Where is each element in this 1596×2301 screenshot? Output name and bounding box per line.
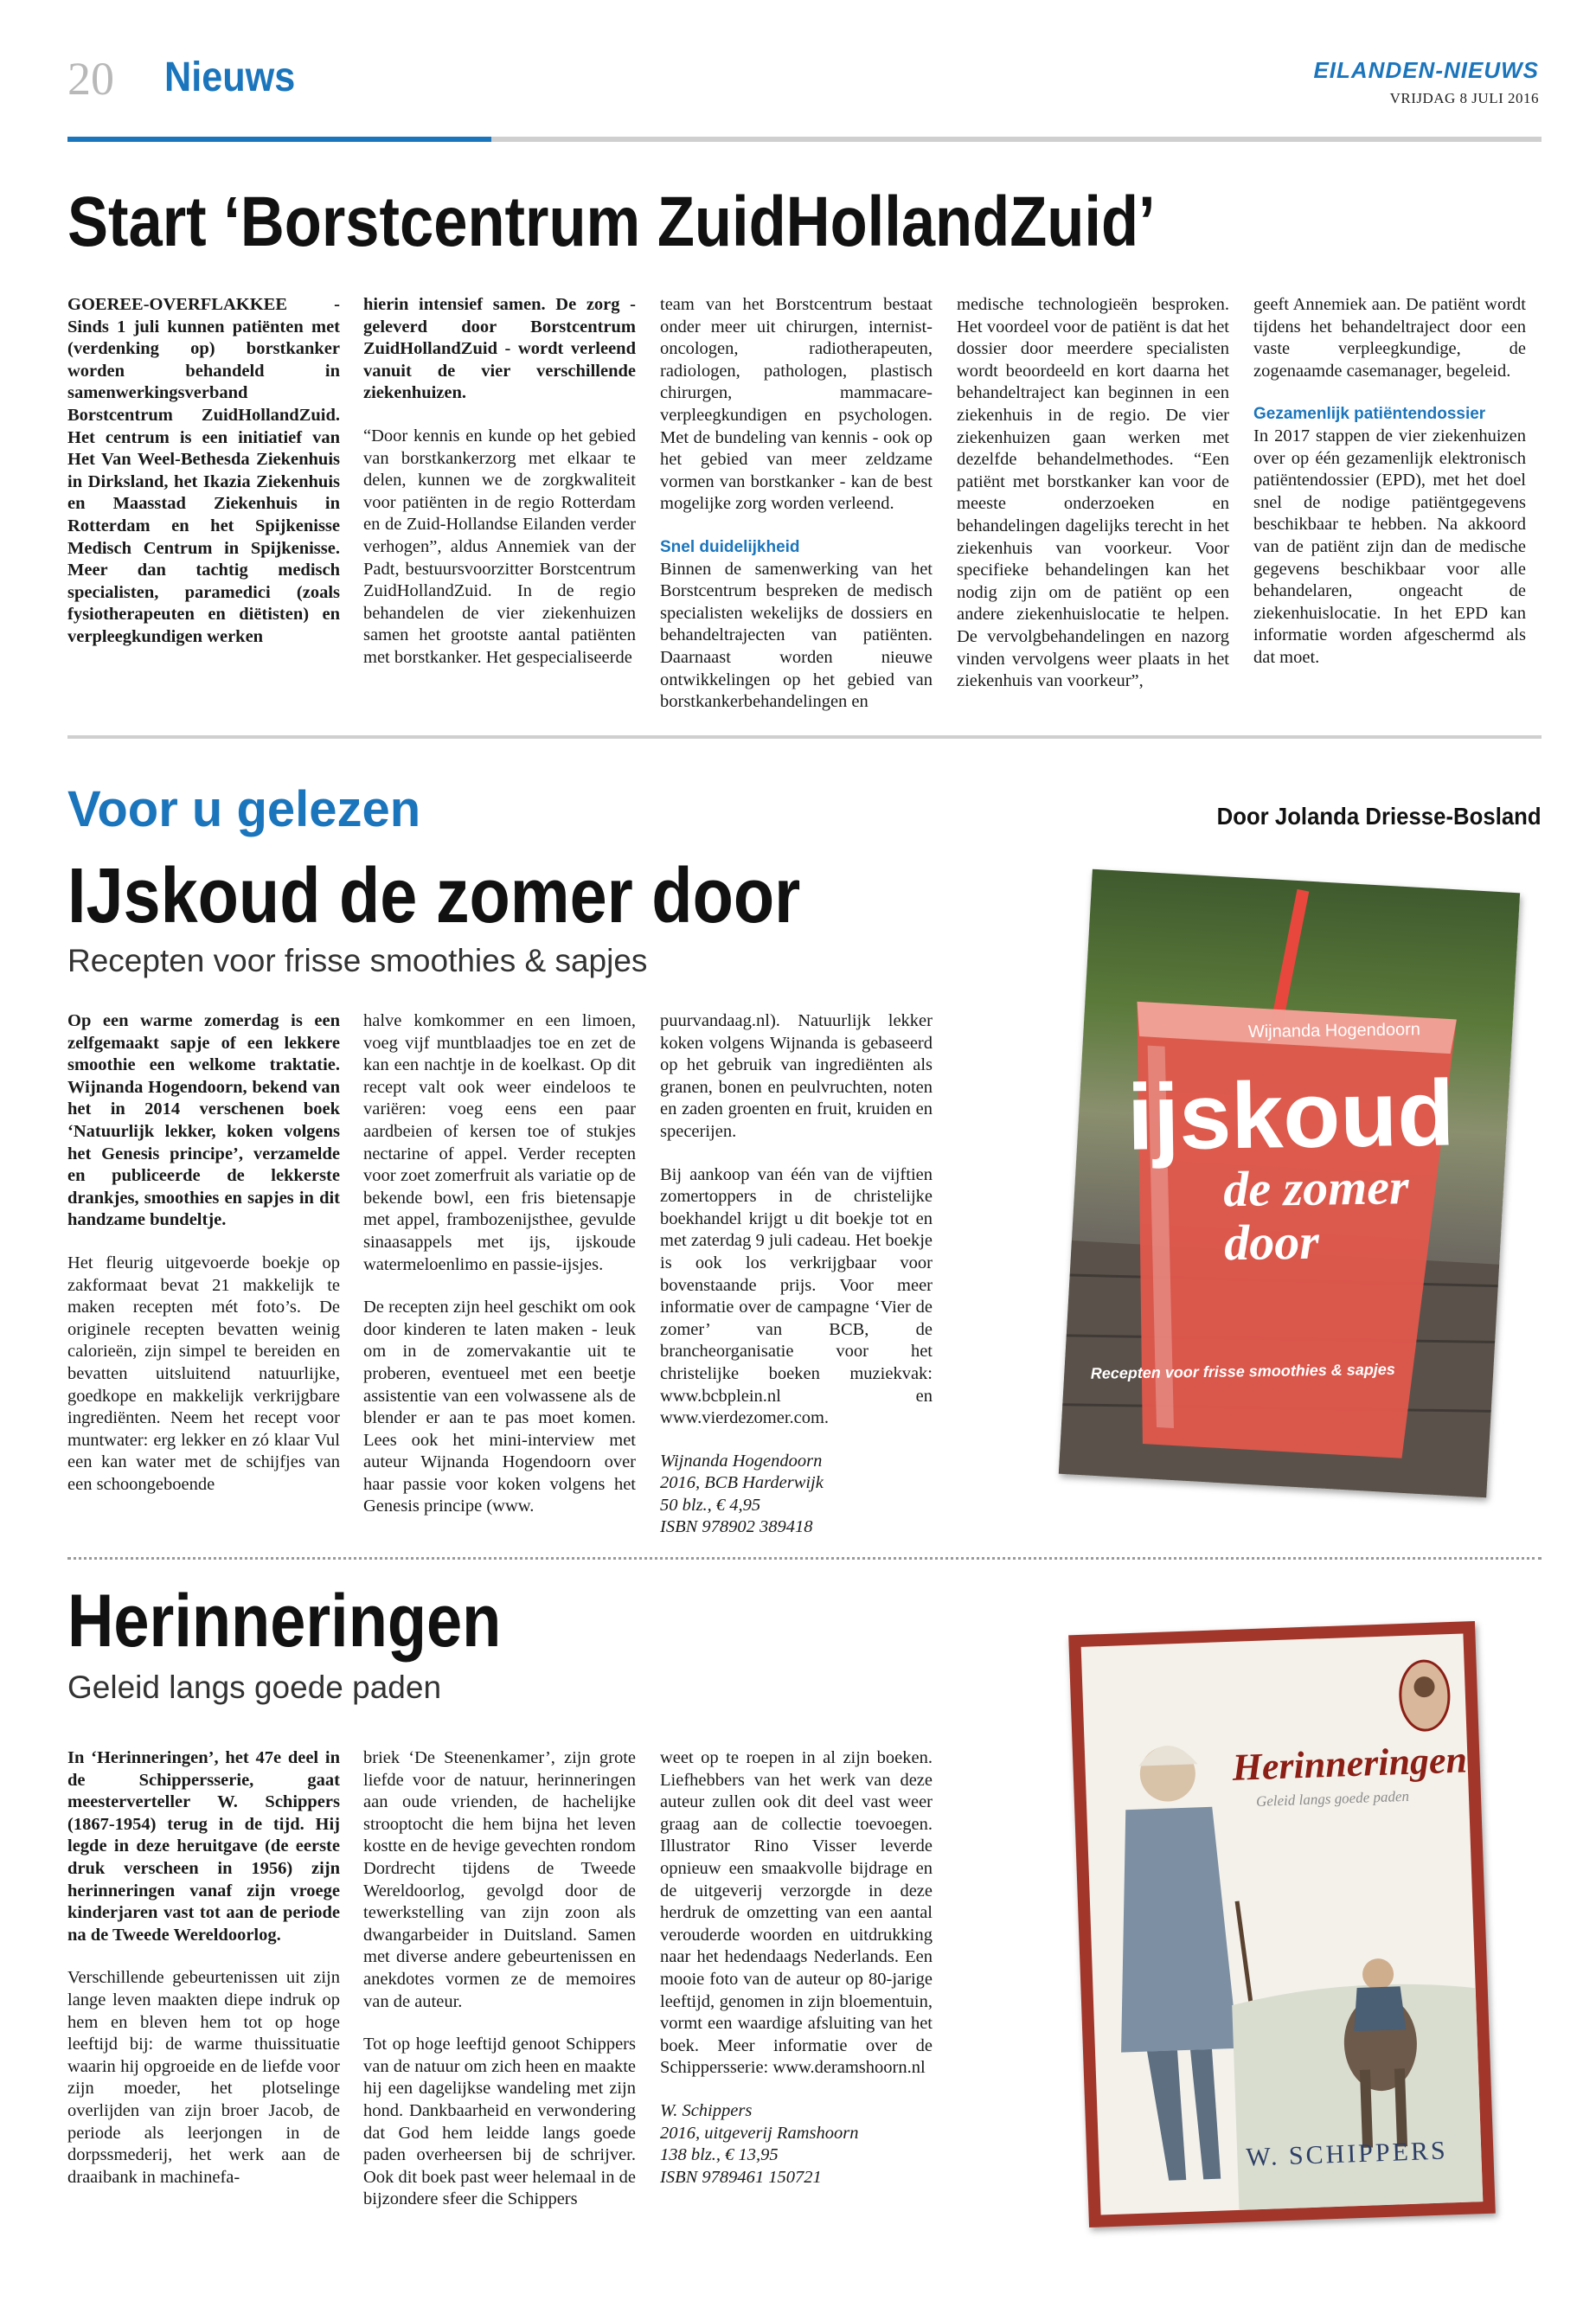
article1-column-2	[363, 294, 636, 690]
book-author: W. Schippers	[660, 2100, 753, 2120]
article2-paragraph: halve komkommer en een limoen, voeg vijf muntblaadjes toe en zet de kan een nachtje in de koelkast. Op dit recept valt ook weer eindeloos te variëren: voeg eens een paar aardbeien of kersen toe of stukjes nectarine of appel. Verder recepten voor zoet zomerfruit als variatie op de bekende bowl, een fris bietensapje met appel, frambozenijsthee, gevulde sinaasappels met ijs, ijskoude watermeloenlimo en passie-ijsjes.	[363, 1011, 636, 1274]
book-cover-ijskoud	[1059, 869, 1520, 1498]
article3-paragraph: briek ‘De Steenenkamer’, zijn grote liefde voor de natuur, herinneringen aan oude vrienden, de hachelijke strooptocht die hem bijna het leven kostte en de hevige gevechten rondom Dordrecht tijdens de Tweede Wereldoorlog, gevolgd door de tewerkstelling van zijn zoon als dwangarbeider in Duitsland. Samen met diverse andere gebeurtenissen en anekdotes vormen ze de memoires van de auteur.	[363, 1748, 636, 2011]
article2-kicker: Voor u gelezen	[67, 781, 421, 837]
article3-paragraph: Verschillende gebeurtenissen uit zijn lange leven maakten diepe indruk op hem en bleven hem tot op hoge leeftijd bij: de warme thuissituatie waarin hij opgroeide en de liefde voor zijn moeder, het plotselinge overlijden van zijn broer Jacob, de periode als leerjongen in de dorpssmederij, het werk aan de draaibank in machinefa-	[67, 1968, 340, 2187]
book-publisher: 2016, uitgeverij Ramshoorn	[660, 2123, 859, 2143]
article3-paragraph: weet op te roepen in al zijn boeken. Liefhebbers van het werk van deze auteur zullen ook dit deel vast weer graag aan de collectie toevoegen. Illustrator Rino Visser leverde opnieuw een smaakvolle bijdrage en de uitgeverij verzorgde in deze herdruk de omzetting van een aantal verouderde woorden en uitdrukking naar het hedendaags Nederlands. Een mooie foto van de auteur op 80-jarige leeftijd, genomen in zijn bloementuin, vormt een waardige afsluiting van het boek. Meer informatie over de Schippersserie: www.deramshoorn.nl	[660, 1748, 933, 2078]
article1-intro: GOEREE-OVERFLAKKEE - Sinds 1 juli kunnen patiënten met (verdenking op) borstkanker worden behandeld in samenwerkingsverband Borstcentrum ZuidHollandZuid. Het centrum is een initiatief van Het Van Weel-Bethesda Ziekenhuis in Dirksland, het Ikazia Ziekenhuis en Maasstad Ziekenhuis in Rotterdam en het Spijkenisse Medisch Centrum in Spijkenisse. Meer dan tachtig medisch specialisten, paramedici (zoals fysiotherapeuten en diëtisten) en verpleegkundigen werken	[67, 295, 340, 646]
schippers-illustration	[1081, 1633, 1484, 2214]
book-author: Wijnanda Hogendoorn	[660, 1451, 823, 1471]
cover-title: Herinneringen	[1231, 1738, 1468, 1789]
article1-column-5	[1253, 294, 1526, 690]
cover-author: Wijnanda Hogendoorn	[1247, 1020, 1421, 1042]
cover-title-word: ijskoud	[1126, 1060, 1456, 1170]
article2-column-2	[363, 1010, 636, 1539]
cover-title-rest: de zomer door	[1222, 1158, 1410, 1272]
article1-column-1	[67, 294, 340, 670]
page-number: 20	[67, 53, 114, 105]
article3-book-details	[660, 2100, 933, 2189]
cover-subtitle: Recepten voor frisse smoothies & sapjes	[1090, 1360, 1395, 1382]
cover-subtitle: Geleid langs goede paden	[1255, 1787, 1410, 1810]
section-title: Nieuws	[164, 54, 296, 100]
article2-headline: IJskoud de zomer door	[67, 853, 801, 939]
article2-subtitle: Recepten voor frisse smoothies & sapjes	[67, 943, 648, 978]
article2-column-1	[67, 1010, 340, 1516]
article1-headline: Start ‘Borstcentrum ZuidHollandZuid’	[67, 183, 1156, 261]
article1-paragraph: Binnen de samenwerking van het Borstcentrum bespreken de medisch specialisten wekelijks de dossiers en behandeltrajecten van patiënten. Daarnaast worden nieuwe ontwikkelingen op het gebied van borstkankerbehandelingen en	[660, 559, 933, 712]
cover-title	[1126, 1060, 1505, 1272]
section-divider-dotted	[67, 1557, 1542, 1560]
article2-paragraph: De recepten zijn heel geschikt om ook door kinderen te laten maken - leuk om in de zomervakantie uit te proberen, eventueel met een beetje assistentie van een volwassene als de blender er aan te pas moet komen. Lees ook het mini-interview met auteur Wijnanda Hogendoorn over haar passie voor koken volgens het Genesis principe (www.	[363, 1298, 636, 1516]
article1-paragraph: medische technologieën besproken. Het voordeel voor de patiënt is dat het dossier door meerdere specialisten wordt beoordeeld en kort daarna het behandeltraject kan beginnen in een ziekenhuis in de regio. De vier ziekenhuizen gaan werken met dezelfde behandelmethodes. “Een patiënt met borstkanker kan voor de meeste onderzoeken en behandelingen dagelijks terecht in het ziekenhuis van voorkeur. Voor specifieke behandelingen kan het nodig zijn om de patiënt op een andere ziekenhuislocatie te helpen. De vervolgbehandelingen en nazorg vinden vervolgens weer plaats in het ziekenhuis van voorkeur”,	[957, 295, 1229, 691]
article2-column-3	[660, 1010, 933, 1539]
article1-paragraph: team van het Borstcentrum bestaat onder meer uit chirurgen, internist-oncologen, radiotherapeuten, radiologen, pathologen, plastisch chirurgen, mammacare-verpleegkundigen en psychologen. Met de bundeling van kennis - ook op het gebied van meer zeldzame vormen van borstkanker - kan de best mogelijke zorg worden verleend.	[660, 295, 933, 514]
article1-column-3	[660, 294, 933, 734]
article1-paragraph: In 2017 stappen de vier ziekenhuizen over op één gezamenlijk elektronisch patiëntendossier (EPD), met het doel snel de nodige patiëntgegevens beschikbaar te hebben. Na akkoord van de patiënt zijn dan de medische gegevens beschikbaar voor alle behandelaren, ongeacht de ziekenhuislocatie. In het EPD kan informatie worden afgeschermd als dat moet.	[1253, 426, 1526, 667]
book-price: 50 blz., € 4,95	[660, 1495, 761, 1515]
book-publisher: 2016, BCB Harderwijk	[660, 1473, 824, 1493]
article2-intro: Op een warme zomerdag is een zelfgemaakt sapje of een lekkere smoothie een welkome traktatie. Wijnanda Hogendoorn, bekend van het in 2014 verschenen boek ‘Natuurlijk lekker, koken volgens het Genesis principe’, verzamelde en publiceerde de lekkerste drankjes, smoothies en sapjes in dit handzame bundeltje.	[67, 1011, 340, 1230]
article3-column-1	[67, 1747, 340, 2209]
article3-headline: Herinneringen	[67, 1580, 502, 1663]
cover-author: W. SCHIPPERS	[1245, 2136, 1449, 2172]
book-isbn: ISBN 9789461 150721	[660, 2167, 822, 2187]
article2-book-details	[660, 1451, 933, 1539]
article1-intro-continued: hierin intensief samen. De zorg - geleverd door Borstcentrum ZuidHollandZuid - wordt verleend vanuit de vier verschillende ziekenhuizen.	[363, 295, 636, 403]
book-isbn: ISBN 978902 389418	[660, 1517, 813, 1537]
cover-inner	[1081, 1633, 1484, 2214]
article3-intro: In ‘Herinneringen’, het 47e deel in de Schippersserie, gaat meesterverteller W. Schippers (1867-1954) terug in de tijd. Hij legde in deze heruitgave (de eerste druk verscheen in 1956) zijn herinneringen vanaf zijn vroege kinderjaren vast tot aan de periode na de Tweede Wereldoorlog.	[67, 1748, 340, 1945]
article3-paragraph: Tot op hoge leeftijd genoot Schippers van de natuur om zich heen en maakte hij een dagelijkse wandeling met zijn hond. Dankbaarheid en verwondering dat God hem leidde langs goede paden overheersen bij de schrijver. Ook dit boek past weer helemaal in de bijzondere sfeer die Schippers	[363, 2035, 636, 2209]
article1-subheading-2: Gezamenlijk patiëntendossier	[1253, 405, 1486, 424]
article3-subtitle: Geleid langs goede paden	[67, 1670, 442, 1705]
article2-paragraph: Het fleurig uitgevoerde boekje op zakformaat bevat 21 makkelijk te maken recepten mét foto’s. De originele recepten bevatten weinig calorieën, zijn simpel te bereiden en bevatten uitsluitend natuurlijke, goedkope en makkelijk verkrijgbare ingrediënten. Neem het recept voor muntwater: erg lekker en zó klaar Vul een kan water met de schijfjes van een schoongeboende	[67, 1253, 340, 1494]
newspaper-logo: EILANDEN-NIEUWS	[1313, 57, 1539, 83]
article2-paragraph: puurvandaag.nl). Natuurlijk lekker koken volgens Wijnanda is gebaseerd op het gebruik van ingrediënten als granen, bonen en peulvruchten, noten en zaden groenten en fruit, kruiden en specerijen.	[660, 1011, 933, 1141]
article2-paragraph: Bij aankoop van één van de vijftien zomertoppers in de christelijke boekhandel krijgt u dit boekje tot en met zaterdag 9 juli cadeau. Het boekje is ook los verkrijgbaar voor bovenstaande prijs. Voor meer informatie over de campagne ‘Vier de zomer’ van BCB, de brancheorganisatie voor het christelijke boeken muziekvak: www.bcbplein.nl en www.vierdezomer.com.	[660, 1164, 933, 1428]
article1-quote: “Door kennis en kunde op het gebied van borstkankerzorg met elkaar te delen, kunnen we de zorgkwaliteit voor patiënten in de regio Rotterdam en de Zuid-Hollandse Eilanden verder verhogen”, aldus Annemiek van der Padt, bestuursvoorzitter Borstcentrum ZuidHollandZuid. In de regio behandelen de vier ziekenhuizen samen het grootste aantal patiënten met borstkanker. Het gespecialiseerde	[363, 426, 636, 667]
article1-paragraph: geeft Annemiek aan. De patiënt wordt tijdens het behandeltraject door een vaste verpleegkundige, de zogenaamde casemanager, begeleid.	[1253, 295, 1526, 381]
header-rule-accent	[67, 137, 491, 142]
article1-column-4	[957, 294, 1229, 714]
book-cover-herinneringen	[1068, 1621, 1496, 2227]
article3-column-2	[363, 1747, 636, 2232]
book-price: 138 blz., € 13,95	[660, 2145, 779, 2165]
article2-byline: Door Jolanda Driesse-Bosland	[1216, 803, 1542, 830]
article1-subheading-1: Snel duidelijkheid	[660, 537, 800, 556]
section-divider	[67, 735, 1542, 739]
article3-column-3	[660, 1747, 933, 2189]
issue-date: VRIJDAG 8 JULI 2016	[1389, 90, 1539, 106]
